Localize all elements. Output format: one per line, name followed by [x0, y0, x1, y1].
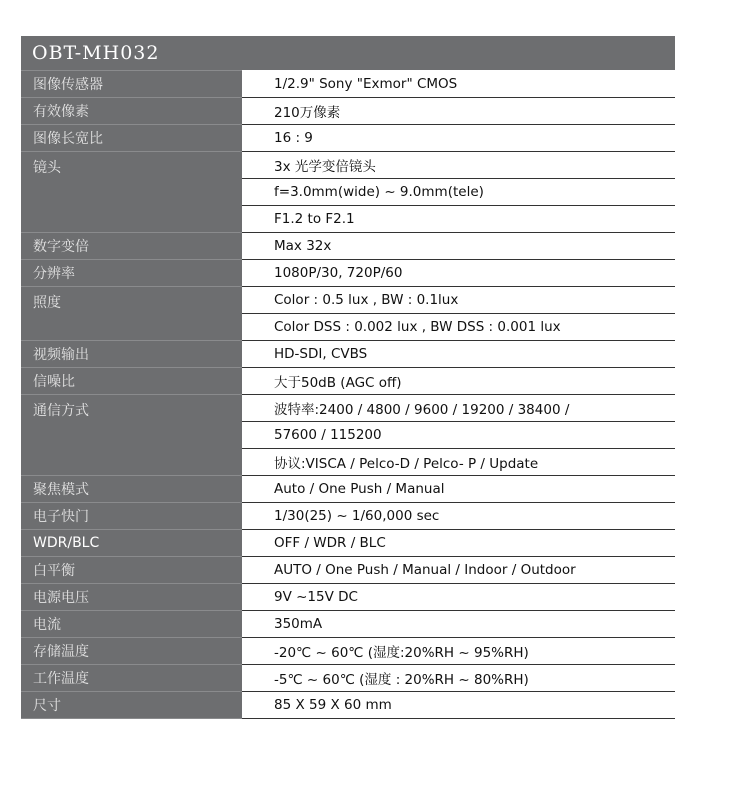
- spec-label: 电流: [21, 611, 242, 638]
- spec-value: 大于50dB (AGC off): [242, 368, 675, 395]
- spec-value: 波特率:2400 / 4800 / 9600 / 19200 / 38400 /: [242, 395, 675, 422]
- spec-label: 图像长宽比: [21, 125, 242, 152]
- spec-row: [21, 368, 675, 395]
- spec-label: 视频输出: [21, 341, 242, 368]
- spec-row: [21, 152, 675, 179]
- spec-label: 电子快门: [21, 503, 242, 530]
- spec-sheet: [21, 36, 675, 719]
- spec-value: Max 32x: [242, 233, 675, 260]
- model-title: OBT-MH032: [21, 36, 675, 70]
- spec-value: Auto / One Push / Manual: [242, 476, 675, 503]
- spec-value: 1/30(25) ~ 1/60,000 sec: [242, 503, 675, 530]
- spec-value: 16 : 9: [242, 125, 675, 152]
- spec-table: [21, 70, 675, 719]
- spec-label: 信噪比: [21, 368, 242, 395]
- spec-value: F1.2 to F2.1: [242, 206, 675, 233]
- spec-row: [21, 287, 675, 314]
- spec-value: OFF / WDR / BLC: [242, 530, 675, 557]
- spec-label: 图像传感器: [21, 71, 242, 98]
- spec-label: 存储温度: [21, 638, 242, 665]
- spec-label: 通信方式: [21, 395, 242, 476]
- spec-row: [21, 476, 675, 503]
- spec-value: -20℃ ~ 60℃ (湿度:20%RH ~ 95%RH): [242, 638, 675, 665]
- spec-row: [21, 503, 675, 530]
- spec-row: [21, 584, 675, 611]
- spec-value: 350mA: [242, 611, 675, 638]
- spec-label: 有效像素: [21, 98, 242, 125]
- spec-row: [21, 530, 675, 557]
- spec-row: [21, 341, 675, 368]
- spec-row: [21, 125, 675, 152]
- spec-value: -5℃ ~ 60℃ (湿度 : 20%RH ~ 80%RH): [242, 665, 675, 692]
- spec-value: 1080P/30, 720P/60: [242, 260, 675, 287]
- spec-label: 聚焦模式: [21, 476, 242, 503]
- spec-value: f=3.0mm(wide) ~ 9.0mm(tele): [242, 179, 675, 206]
- spec-row: [21, 557, 675, 584]
- spec-value: HD-SDI, CVBS: [242, 341, 675, 368]
- spec-value: 3x 光学变倍镜头: [242, 152, 675, 179]
- spec-label: 照度: [21, 287, 242, 341]
- spec-row: [21, 638, 675, 665]
- spec-value: 57600 / 115200: [242, 422, 675, 449]
- spec-row: [21, 71, 675, 98]
- spec-label: 工作温度: [21, 665, 242, 692]
- spec-label: WDR/BLC: [21, 530, 242, 557]
- spec-value: 85 X 59 X 60 mm: [242, 692, 675, 719]
- spec-row: [21, 98, 675, 125]
- spec-row: [21, 233, 675, 260]
- spec-value: 1/2.9" Sony "Exmor" CMOS: [242, 71, 675, 98]
- spec-value: Color : 0.5 lux , BW : 0.1lux: [242, 287, 675, 314]
- spec-row: [21, 611, 675, 638]
- spec-row: [21, 692, 675, 719]
- spec-row: [21, 395, 675, 422]
- spec-label: 电源电压: [21, 584, 242, 611]
- spec-table-body: [21, 71, 675, 719]
- spec-row: [21, 260, 675, 287]
- spec-row: [21, 665, 675, 692]
- spec-label: 数字变倍: [21, 233, 242, 260]
- spec-label: 尺寸: [21, 692, 242, 719]
- spec-value: AUTO / One Push / Manual / Indoor / Outdoor: [242, 557, 675, 584]
- spec-label: 镜头: [21, 152, 242, 233]
- spec-value: 210万像素: [242, 98, 675, 125]
- spec-value: 协议:VISCA / Pelco-D / Pelco- P / Update: [242, 449, 675, 476]
- spec-value: Color DSS : 0.002 lux , BW DSS : 0.001 lux: [242, 314, 675, 341]
- spec-label: 白平衡: [21, 557, 242, 584]
- spec-value: 9V ~15V DC: [242, 584, 675, 611]
- spec-label: 分辨率: [21, 260, 242, 287]
